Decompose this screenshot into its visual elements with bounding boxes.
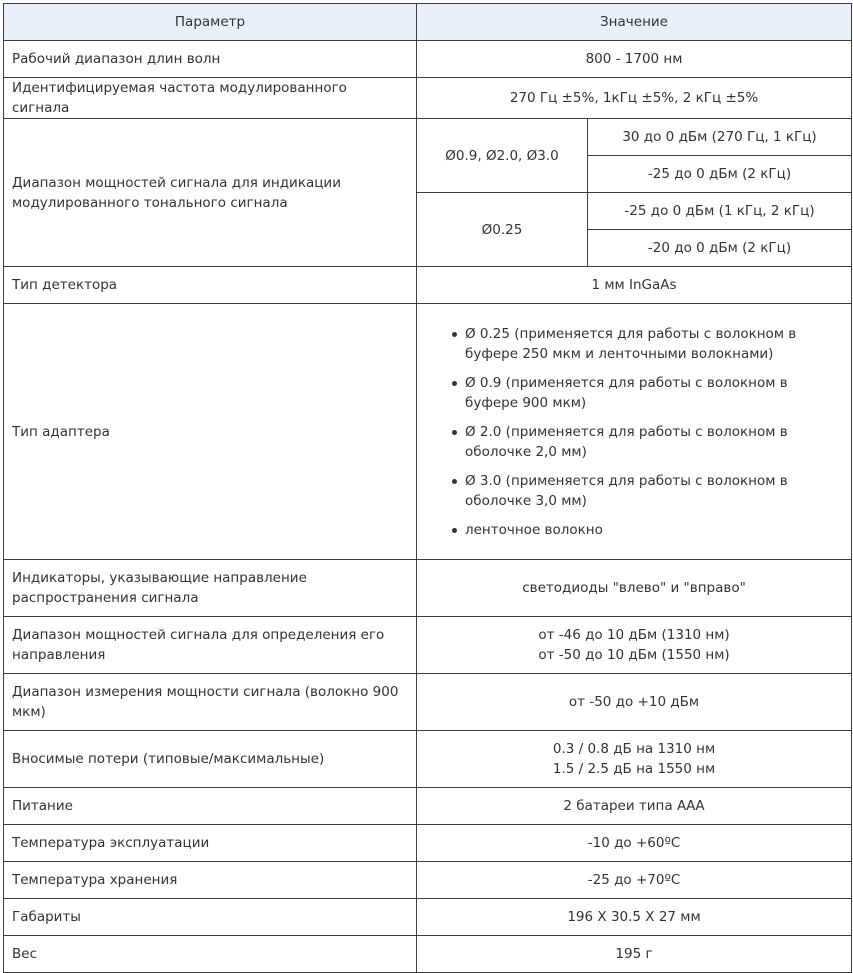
row-power: [4, 788, 852, 825]
value-cell: 1 мм InGaAs: [417, 267, 852, 304]
row-tone-power-1: [4, 119, 852, 156]
value-line: 0.3 / 0.8 дБ на 1310 нм: [552, 741, 716, 757]
header-param: Параметр: [4, 4, 417, 41]
value-cell: [417, 617, 852, 674]
row-operating-temp: [4, 825, 852, 862]
value-cell: -10 до +60ºC: [417, 825, 852, 862]
param-cell: Вносимые потери (типовые/максимальные): [4, 731, 417, 788]
param-cell: Питание: [4, 788, 417, 825]
param-cell: Индикаторы, указывающие направление распространения сигнала: [4, 560, 417, 617]
row-detector: [4, 267, 852, 304]
value-cell: 196 X 30.5 X 27 мм: [417, 899, 852, 936]
value-cell: 195 г: [417, 936, 852, 973]
row-direction-power: [4, 617, 852, 674]
range-cell: -20 до 0 дБм (2 кГц): [588, 230, 852, 267]
param-cell: Идентифицируемая частота модулированного сигнала: [4, 78, 417, 119]
adapter-list: [425, 324, 843, 540]
value-cell: светодиоды "влево" и "вправо": [417, 560, 852, 617]
value-line: от -50 до 10 дБм (1550 нм): [538, 647, 730, 663]
bullet-icon: [452, 528, 457, 533]
bullet-icon: [452, 479, 457, 484]
param-cell: Диапазон мощностей сигнала для определения его направления: [4, 617, 417, 674]
row-dimensions: [4, 899, 852, 936]
bullet-icon: [452, 332, 457, 337]
value-cell: [417, 731, 852, 788]
range-cell: -25 до 0 дБм (1 кГц, 2 кГц): [588, 193, 852, 230]
value-cell: -25 до +70ºC: [417, 862, 852, 899]
param-cell: Диапазон измерения мощности сигнала (волокно 900 мкм): [4, 674, 417, 731]
bullet-icon: [452, 381, 457, 386]
list-item: Ø 2.0 (применяется для работы с волокном в оболочке 2,0 мм): [465, 422, 843, 462]
row-frequency: [4, 78, 852, 119]
row-wavelength: [4, 41, 852, 78]
bullet-icon: [452, 430, 457, 435]
param-cell: Габариты: [4, 899, 417, 936]
header-value: Значение: [417, 4, 852, 41]
range-cell: -25 до 0 дБм (2 кГц): [588, 156, 852, 193]
row-weight: [4, 936, 852, 973]
value-cell: [417, 304, 852, 560]
param-cell: Вес: [4, 936, 417, 973]
value-line: 1.5 / 2.5 дБ на 1550 нм: [552, 761, 716, 777]
list-item: Ø 3.0 (применяется для работы с волокном в оболочке 3,0 мм): [465, 471, 843, 511]
param-cell: Тип детектора: [4, 267, 417, 304]
header-row: [4, 4, 852, 41]
list-item: Ø 0.9 (применяется для работы с волокном в буфере 900 мкм): [465, 373, 843, 413]
row-indicators: [4, 560, 852, 617]
param-cell: Рабочий диапазон длин волн: [4, 41, 417, 78]
row-storage-temp: [4, 862, 852, 899]
value-cell: от -50 до +10 дБм: [417, 674, 852, 731]
value-cell: 2 батареи типа ААА: [417, 788, 852, 825]
value-cell: 270 Гц ±5%, 1кГц ±5%, 2 кГц ±5%: [417, 78, 852, 119]
fiber-group-cell: Ø0.25: [417, 193, 588, 267]
param-cell: Температура хранения: [4, 862, 417, 899]
spec-table: [3, 3, 852, 973]
param-cell: Тип адаптера: [4, 304, 417, 560]
param-cell: Температура эксплуатации: [4, 825, 417, 862]
row-adapter: [4, 304, 852, 560]
row-measure-range: [4, 674, 852, 731]
value-cell: 800 - 1700 нм: [417, 41, 852, 78]
list-item: ленточное волокно: [465, 520, 843, 540]
range-cell: 30 до 0 дБм (270 Гц, 1 кГц): [588, 119, 852, 156]
param-cell: Диапазон мощностей сигнала для индикации модулированного тонального сигнала: [4, 119, 417, 267]
fiber-group-cell: Ø0.9, Ø2.0, Ø3.0: [417, 119, 588, 193]
list-item: Ø 0.25 (применяется для работы с волокном в буфере 250 мкм и ленточными волокнами): [465, 324, 843, 364]
value-line: от -46 до 10 дБм (1310 нм): [538, 627, 730, 643]
row-insertion-loss: [4, 731, 852, 788]
